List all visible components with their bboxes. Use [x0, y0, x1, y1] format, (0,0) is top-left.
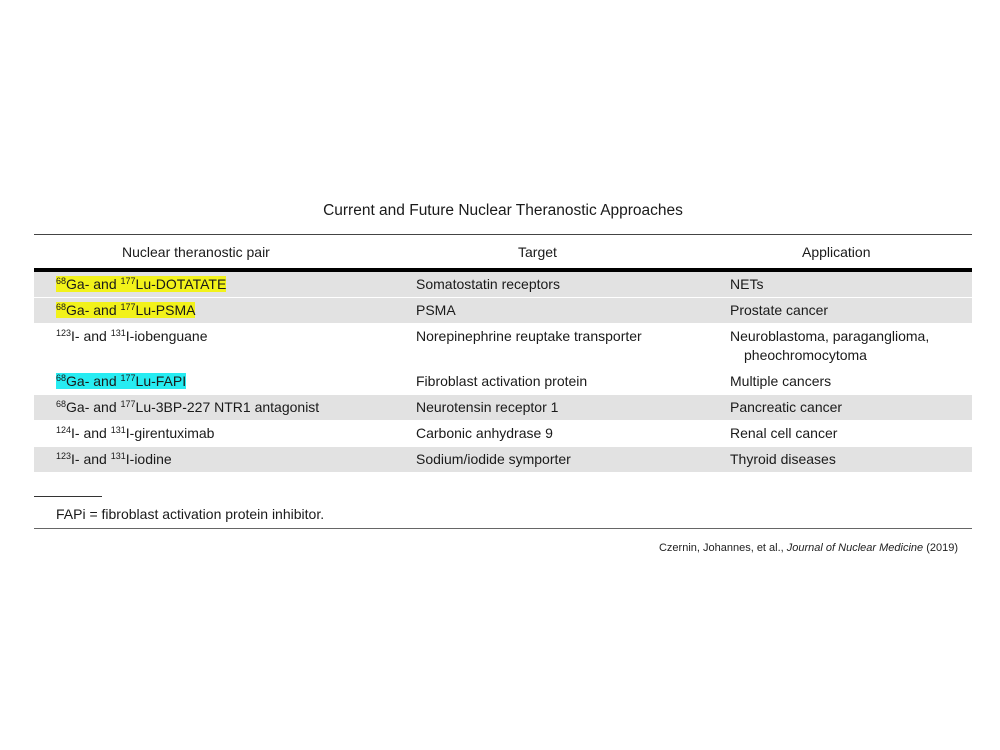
cell-target: Somatostatin receptors — [416, 276, 560, 292]
cell-application — [730, 275, 972, 294]
pair-label — [56, 451, 172, 467]
table-body — [34, 272, 972, 473]
cell-application — [730, 372, 972, 391]
pair-label — [56, 276, 226, 292]
isotope-mass-number: 177 — [120, 399, 136, 409]
table-header-row — [34, 235, 972, 268]
isotope-mass-number: 131 — [110, 425, 126, 435]
cell-application — [730, 301, 972, 320]
isotope-mass-number: 68 — [56, 302, 67, 312]
table-row — [34, 272, 972, 298]
isotope-text: Ga- and — [66, 276, 121, 292]
footnote: FAPi = fibroblast activation protein inhibitor. — [56, 506, 325, 522]
table-row — [34, 298, 972, 324]
cell-application — [730, 450, 972, 469]
isotope-text: I- and — [71, 425, 111, 441]
cell-pair — [34, 301, 416, 320]
header-pair: Nuclear theranostic pair — [122, 243, 270, 260]
cell-target: PSMA — [416, 302, 456, 318]
theranostic-table — [34, 234, 972, 473]
application-text: NETs — [730, 276, 764, 292]
isotope-mass-number: 177 — [120, 373, 136, 383]
citation — [659, 542, 958, 554]
table-title: Current and Future Nuclear Theranostic Approaches — [323, 202, 683, 219]
cell-application — [730, 398, 972, 417]
isotope-mass-number: 131 — [110, 451, 126, 461]
pair-label — [56, 425, 214, 441]
table-row — [34, 324, 972, 369]
cell-pair — [34, 450, 416, 469]
isotope-mass-number: 177 — [120, 302, 136, 312]
cell-application — [730, 327, 972, 365]
isotope-mass-number: 68 — [56, 276, 67, 286]
cell-target: Carbonic anhydrase 9 — [416, 425, 553, 441]
isotope-mass-number: 177 — [120, 276, 136, 286]
isotope-text: I-iobenguane — [125, 328, 208, 344]
isotope-text: Lu-FAPI — [135, 373, 187, 389]
cell-target: Sodium/iodide symporter — [416, 451, 571, 467]
isotope-mass-number: 123 — [56, 451, 72, 461]
header-target: Target — [518, 243, 557, 260]
cell-pair — [34, 372, 416, 391]
cell-pair — [34, 398, 416, 417]
table-bottom-rule — [34, 528, 972, 529]
isotope-mass-number: 123 — [56, 328, 72, 338]
cell-target: Fibroblast activation protein — [416, 373, 588, 389]
application-text: Prostate cancer — [730, 302, 829, 318]
table-row — [34, 369, 972, 395]
application-text: Thyroid diseases — [730, 451, 836, 467]
application-text: Multiple cancers — [730, 373, 832, 389]
citation-year: (2019) — [923, 542, 958, 554]
pair-label — [56, 373, 186, 389]
isotope-text: Lu-DOTATATE — [135, 276, 227, 292]
isotope-mass-number: 124 — [56, 425, 72, 435]
isotope-mass-number: 68 — [56, 399, 67, 409]
cell-target: Neurotensin receptor 1 — [416, 399, 559, 415]
isotope-text: Ga- and — [66, 399, 121, 415]
isotope-text: I- and — [71, 328, 111, 344]
cell-pair — [34, 327, 416, 365]
isotope-text: Lu-PSMA — [135, 302, 196, 318]
isotope-text: I-iodine — [125, 451, 172, 467]
cell-target: Norepinephrine reuptake transporter — [416, 328, 642, 344]
table-row — [34, 421, 972, 447]
isotope-mass-number: 68 — [56, 373, 67, 383]
application-text: Neuroblastoma, paraganglioma, — [730, 328, 930, 344]
isotope-text: I-girentuximab — [125, 425, 215, 441]
citation-journal: Journal of Nuclear Medicine — [786, 542, 924, 554]
isotope-text: I- and — [71, 451, 111, 467]
isotope-text: Ga- and — [66, 373, 121, 389]
table-row — [34, 447, 972, 473]
header-application: Application — [802, 243, 871, 260]
cell-application — [730, 424, 972, 443]
cell-pair — [34, 424, 416, 443]
footnote-divider — [34, 496, 102, 497]
citation-authors: Czernin, Johannes, et al., — [658, 542, 787, 554]
table-row — [34, 395, 972, 421]
application-text: Pancreatic cancer — [730, 399, 843, 415]
pair-label — [56, 328, 208, 344]
isotope-text: Lu-3BP-227 NTR1 antagonist — [135, 399, 320, 415]
isotope-mass-number: 131 — [110, 328, 126, 338]
application-text-continued: pheochromocytoma — [744, 347, 867, 363]
application-text: Renal cell cancer — [730, 425, 838, 441]
cell-pair — [34, 275, 416, 294]
isotope-text: Ga- and — [66, 302, 121, 318]
pair-label — [56, 399, 319, 415]
pair-label — [56, 302, 195, 318]
